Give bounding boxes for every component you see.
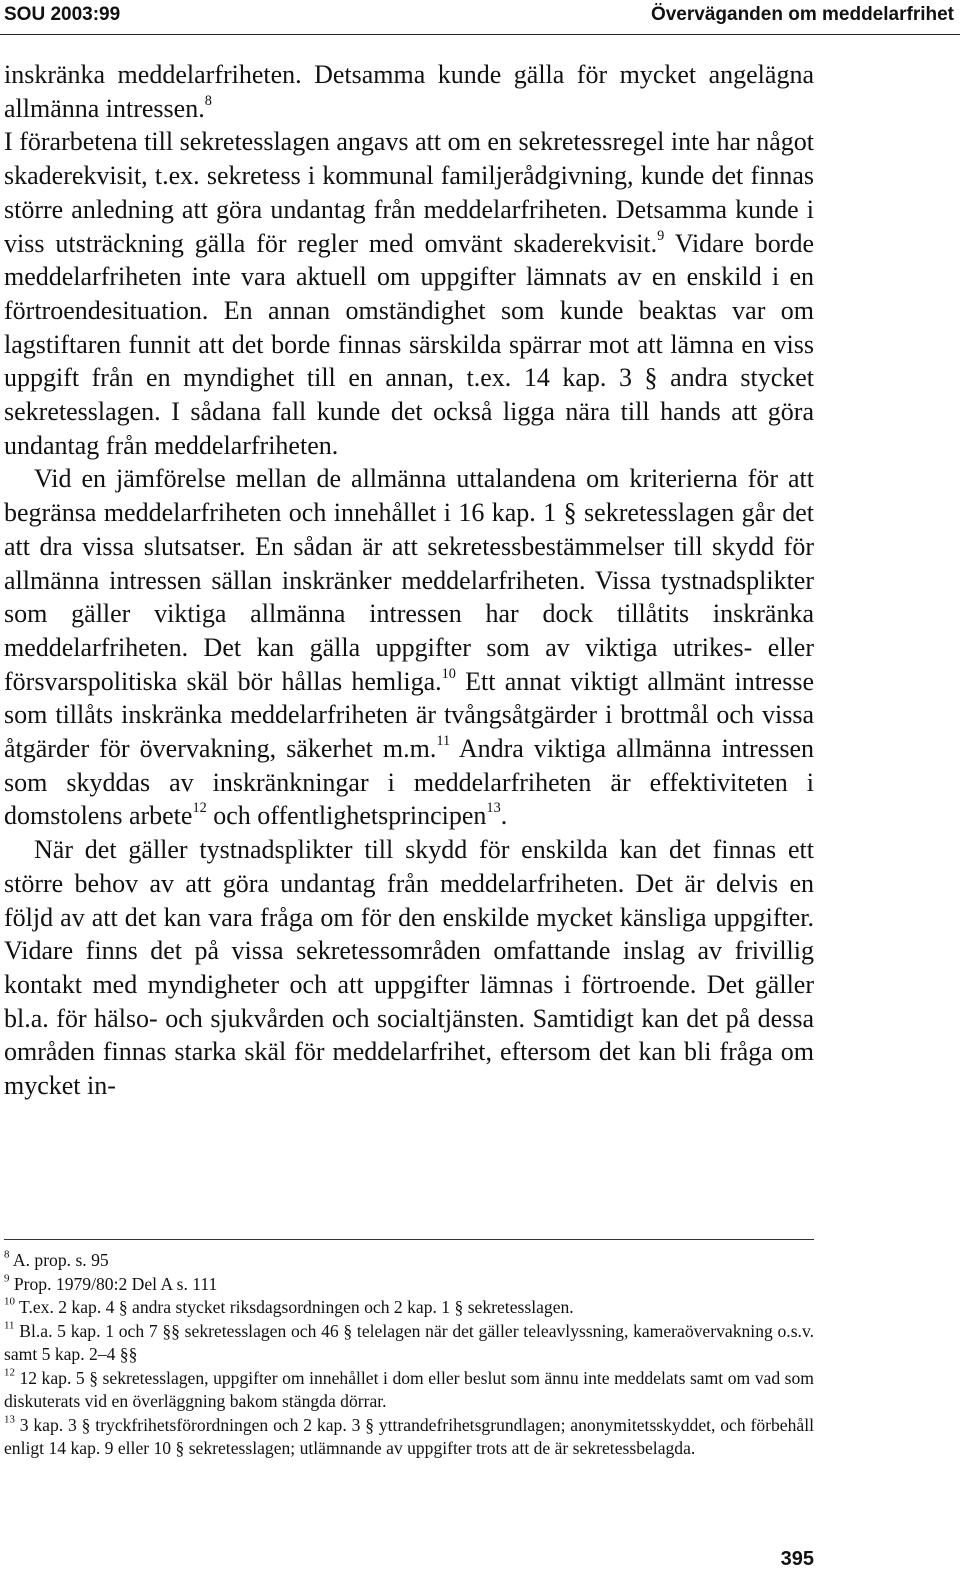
footnote-text: A. prop. s. 95	[12, 1250, 109, 1270]
footnote-item	[4, 1367, 814, 1414]
paragraph-2: I förarbetena till sekretesslagen angavs att om en sekretessregel inte har något skaderekvisit, t.ex. sekretess i kommunal familjerådgivning, kunde det finnas större anledning att göra undantag från meddelarfriheten. Detsamma kunde i viss utsträckning gälla för regler med omvänt skaderekvisit.$^9$ Vidare borde meddelarfriheten inte vara aktuell om uppgifter lämnats av en enskild i en förtroendesituation. En annan omständighet som kunde beaktas var om lagstiftaren funnit att det borde finnas särskilda spärrar mot att lämna en viss uppgift från en myndighet till en annan, t.ex. 14 kap. 3 § andra stycket sekretesslagen. I sådana fall kunde det också ligga nära till hands att göra undantag från meddelarfriheten.	[4, 127, 815, 460]
footnote-number: 8	[4, 1248, 10, 1261]
footnote-text: Prop. 1979/80:2 Del A s. 111	[13, 1273, 218, 1294]
footnote-item	[4, 1320, 814, 1367]
report-reference: SOU 2003:99	[4, 4, 121, 25]
paragraph-1: inskränka meddelarfriheten. Detsamma kunde gälla för mycket angelägna allmänna intressen.$^8$	[4, 60, 814, 123]
chapter-title: Överväganden om meddelarfrihet	[650, 4, 954, 25]
footnote-ref-8: 8	[204, 92, 212, 109]
footnote-ref-10: 10	[441, 665, 456, 682]
footnote-item	[4, 1249, 814, 1273]
footnote-item	[4, 1273, 814, 1297]
footnote-number: 12	[4, 1365, 15, 1378]
footnote-text: Bl.a. 5 kap. 1 och 7 §§ sekretesslagen och 46 § telelagen när det gäller teleavlyssning, kameraövervakning o.s.v. samt 5 kap. 2–4 §§	[4, 1320, 814, 1364]
main-text	[4, 58, 814, 1103]
footnote-divider	[4, 1239, 814, 1240]
footnote-text: T.ex. 2 kap. 4 § andra stycket riksdagsordningen och 2 kap. 1 § sekretesslagen.	[19, 1297, 574, 1317]
footnote-number: 13	[4, 1412, 15, 1425]
footnote-text: 3 kap. 3 § tryckfrihetsförordningen och 2 kap. 3 § yttrandefrihetsgrundlagen; anonymitetsskyddet, och förbehåll enligt 14 kap. 9 eller 10 § sekretesslagen; utlämnande av uppgifter trots att de är sekretessbelagda.	[4, 1414, 814, 1458]
footnote-number: 11	[4, 1318, 15, 1331]
footnote-number: 9	[4, 1271, 10, 1284]
footnote-text: 12 kap. 5 § sekretesslagen, uppgifter om innehållet i dom eller beslut som ännu inte meddelats samt om vad som diskuterats vid en överläggning bakom stängda dörrar.	[4, 1367, 814, 1411]
footnote-item	[4, 1414, 814, 1461]
header-divider	[0, 34, 960, 35]
footnote-ref-9: 9	[657, 227, 665, 244]
footnotes	[4, 1249, 814, 1461]
paragraph-3: Vid en jämförelse mellan de allmänna uttalandena om kriterierna för att begränsa meddelarfriheten och innehållet i 16 kap. 1 § sekretesslagen går det att dra vissa slutsatser. En sådan är att sekretessbestämmelser till skydd för allmänna intressen sällan inskränker meddelarfriheten. Vissa tystnadsplikter som gäller viktiga allmänna intressen har dock tillåtits inskränka meddelarfriheten. Det kan gälla uppgifter som av viktiga utrikes- eller försvarspolitiska skäl bör hållas hemliga.$^{10}$ Ett annat viktigt allmänt intresse som tillåts inskränka meddelarfriheten är tvångsåtgärder i brottmål och vissa åtgärder för övervakning, säkerhet m.m.$^{11}$ Andra viktiga allmänna intressen som skyddas av inskränkningar i meddelarfriheten är effektiviteten i domstolens arbete$^{12}$ och offentlighetsprincipen$^{13}$.	[4, 464, 814, 831]
footnote-number: 10	[4, 1295, 15, 1308]
running-header	[0, 0, 960, 32]
footnote-ref-12: 12	[192, 800, 207, 817]
footnote-ref-11: 11	[436, 732, 451, 749]
page-number: 395	[780, 1548, 814, 1570]
paragraph-4: När det gäller tystnadsplikter till skydd för enskilda kan det finnas ett större behov av att göra undantag från meddelarfriheten. Det är delvis en följd av att det kan vara fråga om för den enskilde mycket känsliga uppgifter. Vidare finns det på vissa sekretessområden omfattande inslag av frivillig kontakt med myndigheter och att uppgifter lämnas i förtroende. Det gäller bl.a. för hälso- och sjukvården och socialtjänsten. Samtidigt kan det på dessa områden finnas starka skäl för meddelarfrihet, eftersom det kan bli fråga om mycket in-	[4, 835, 814, 1101]
footnote-item	[4, 1296, 814, 1320]
footnote-ref-13: 13	[486, 800, 501, 817]
